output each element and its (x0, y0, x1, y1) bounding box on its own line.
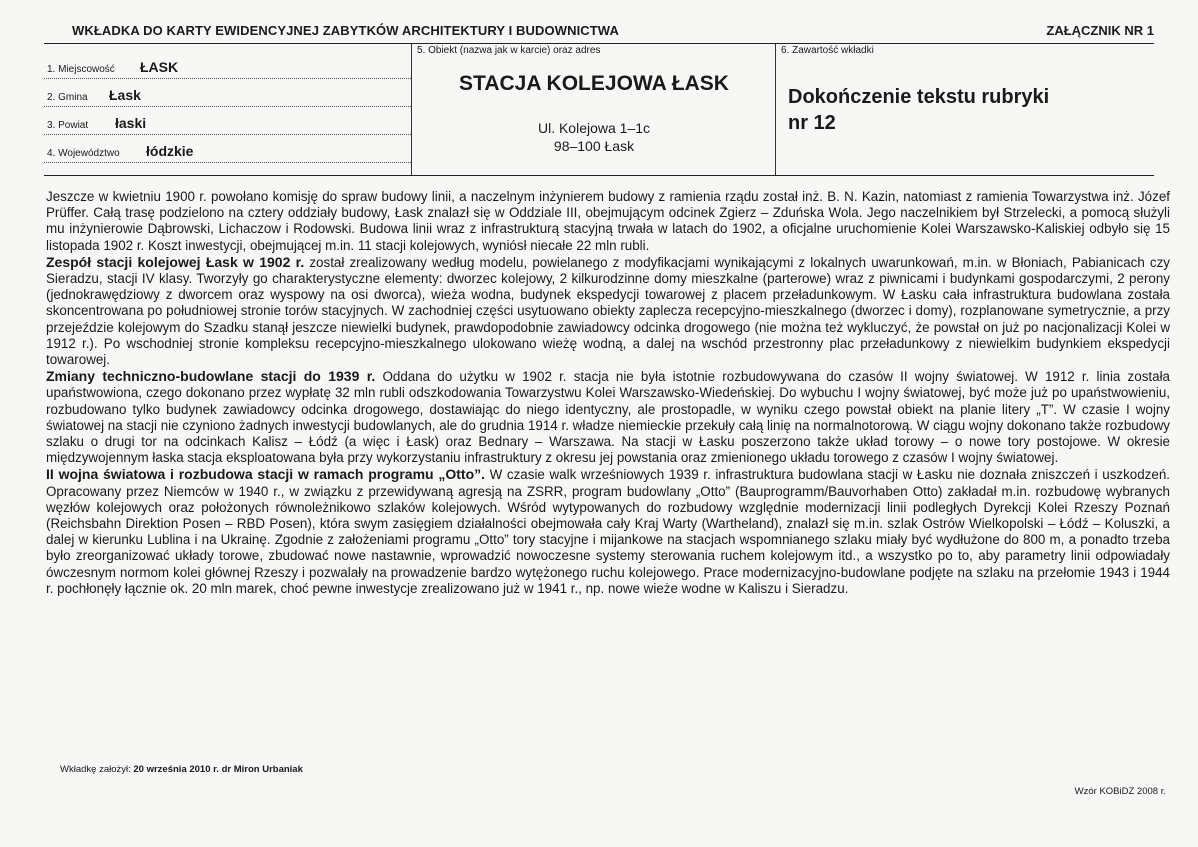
address-postal: 98–100 Łask (553, 138, 635, 154)
contents-label: 6. Zawartość wkładki (781, 45, 874, 56)
paragraph-text: W czasie walk wrześniowych 1939 r. infrastruktura budowlana stacji w Łasku nie doznała zniszczeń i uszkodzeń. Opracowany przez Niemców w 1940 r., w związku z przewidywaną agresją na ZSRR, program budowlany „Otto” (Bauprogramm/Bauvorhaben Otto) zakładał m.in. rozbudowę wybranych węzłów kolejowych oraz położonych równoleżnikowo szlaków kolejowych. Wśród wytypowanych do rozbudowy względnie modernizacji linii podległych Dyrekcji Kolei Rzeszy Poznań (Reichsbahn Direktion Posen – RBD Posen), która swym zasięgiem działalności obejmowała cały Kraj Warty (Wartheland), znalazł się m.in. szlak Ostrów Wielkopolski – Łódź – Koluszki, a dalej w kierunku Lublina i na Ukrainę. Zgodnie z założeniami programu „Otto” tory stacyjne i mijankowe na stacjach wspomnianego szlaku miały być wydłużone do 800 m, a ponadto trzeba było zreorganizować układy torowe, zbudować nowe nastawnie, wprowadzić nowoczesne systemy sterowania ruchem kolejowym itd., a wszystko po to, aby parametry linii odpowiadały ówczesnym normom kolei głównej Rzeszy i pozwalały na prowadzenie bardzo wytężonego ruchu kolejowego. Prace modernizacyjno-budowlane podjęte na szlaku na przełomie 1943 i 1944 r. pochłonęły łącznie ok. 20 mln marek, choć pewne inwestycje zrealizowano już w 1941 r., np. nowe wieże wodne w Kaliszu i Sieradzu. (46, 467, 1170, 596)
contents-title (788, 84, 1128, 136)
paragraph-ww2 (46, 466, 1170, 597)
footer-template: Wzór KOBiDZ 2008 r. (1074, 786, 1166, 797)
author-label: Wkładkę założył: (60, 764, 134, 775)
body-text (46, 189, 1170, 597)
paragraph-heading: Zmiany techniczno-budowlane stacji do 1939 r. (46, 368, 376, 385)
author-value: 20 września 2010 r. dr Miron Urbaniak (133, 764, 303, 775)
annex-number: ZAŁĄCZNIK NR 1 (1046, 23, 1154, 38)
paragraph-heading: Zespół stacji kolejowej Łask w 1902 r. (46, 253, 305, 270)
footer-author (60, 764, 303, 775)
contents-title-line1: Dokończenie tekstu rubryki (788, 86, 1050, 108)
field-value: łódzkie (146, 143, 194, 159)
paragraph-1939 (46, 368, 1170, 466)
form-header-grid (44, 44, 1154, 176)
field-value: łaski (115, 115, 147, 131)
field-powiat (44, 107, 411, 135)
location-column (44, 44, 411, 175)
field-label: 3. Powiat (47, 120, 89, 131)
field-label: 2. Gmina (47, 92, 88, 103)
field-gmina (44, 79, 411, 107)
field-label: 1. Miejscowość (47, 64, 115, 75)
field-value: ŁASK (140, 59, 179, 75)
paragraph-intro: Jeszcze w kwietniu 1900 r. powołano komisję do spraw budowy linii, a naczelnym inżynierem budowy z ramienia rządu został inż. B. N. Kazin, natomiast z ramienia Towarzystwa inż. Józef Prüffer. Całą trasę podzielono na cztery oddziały budowy, Łask znalazł się w Oddziale III, obejmującym odcinek Zgierz – Zduńska Wola. Jego naczelnikiem był Strzelecki, a pomocą służyli mu inżynierowie Dąbrowski, Lichaczow i Rodowski. Budowa linii wraz z infrastrukturą stacyjną trwała w latach do 1902, a oficjalne uruchomienie Kolei Warszawsko-Kaliskiej odbyło się 15 listopada 1902 r. Koszt inwestycji, obejmującej m.in. 11 stacji kolejowych, wyniósł niecałe 22 mln rubli. (46, 189, 1170, 253)
document-title: WKŁADKA DO KARTY EWIDENCYJNEJ ZABYTKÓW ARCHITEKTURY I BUDOWNICTWA (72, 23, 619, 38)
object-name: STACJA KOLEJOWA ŁASK (459, 72, 729, 95)
object-column (411, 44, 776, 175)
paragraph-text: został zrealizowany według modelu, powielanego z modyfikacjami wynikającymi z lokalnych uwarunkowań, m.in. w Błoniach, Pabianicach czy Sieradzu, stacji IV klasy. Tworzyły go charakterystyczne elementy: dworzec kolejowy, 2 kilkurodzinne domy mieszkalne (parterowe) wraz z piwnicami i budynkami gospodarczymi, 2 perony (jednokrawędziowy z dworcem oraz wyspowy na osi dworca), wieża wodna, budynek ekspedycji towarowej z placem przeładunkowym. W Łasku cała infrastruktura budowlana została skoncentrowana po południowej stronie torów stacyjnych. W zachodniej części usytuowano obiekty zaplecza recepcyjno-mieszkalnego (dworzec i domy), rozplanowane symetrycznie, a przy przejeździe kolejowym do Szadku stanął jeszcze niewielki budynek, prawdopodobnie zawiadowcy odcinka drogowego (nie można też wykluczyć, że powstał on już po nacjonalizacji Kolei w 1912 r.). Po wschodniej stronie kompleksu recepcyjno-mieszkalnego ulokowano wieżę wodną, a dalej na wschód przestronny plac przeładunkowy z niewielkim budynkiem ekspedycji towarowej. (46, 254, 1170, 368)
field-label: 4. Województwo (47, 148, 120, 159)
object-address (412, 119, 776, 155)
paragraph-heading: II wojna światowa i rozbudowa stacji w ramach programu „Otto”. (46, 466, 486, 483)
field-wojewodztwo (44, 135, 411, 163)
address-street: Ul. Kolejowa 1–1c (537, 120, 651, 136)
contents-title-line2: nr 12 (788, 112, 836, 134)
field-miejscowosc (44, 51, 411, 79)
contents-column (775, 44, 1154, 175)
paragraph-text: Oddana do użytku w 1902 r. stacja nie była istotnie rozbudowywana do czasów II wojny światowej. W 1912 r. linia została upaństwowiona, czego dokonano przez wypłatę 32 mln rubli odszkodowania Towarzystwu Kolei Warszawsko-Wiedeńskiej. Do wybuchu I wojny światowej, być może już po upaństwowieniu, rozbudowano tylko budynek zawiadowcy odcinka drogowego, dostawiając do niego identyczny, ale prostopadle, w wyniku czego powstał obiekt na planie litery „T”. W czasie I wojny światowej na stacji nie czyniono żadnych inwestycji budowlanych, ale do grudnia 1914 r. władze niemieckie przekuły całą linię na normalnotorową. W ciągu wojny dokonano także rozbudowy szlaku o drugi tor na odcinkach Kalisz – Łódź (a więc i Łask) oraz Bednary – Warszawa. Na stacji w Łasku poszerzono także układ torowy – o nowe tory postojowe. W okresie międzywojennym łaska stacja eksploatowana była przy wykorzystaniu infrastruktury z okresu jej powstania oraz zmienionego układu torowego z czasów I wojny światowej. (46, 369, 1170, 466)
field-value: Łask (109, 87, 141, 103)
document-header (44, 23, 1154, 41)
object-label: 5. Obiekt (nazwa jak w karcie) oraz adres (417, 45, 601, 56)
paragraph-1902 (46, 254, 1170, 368)
